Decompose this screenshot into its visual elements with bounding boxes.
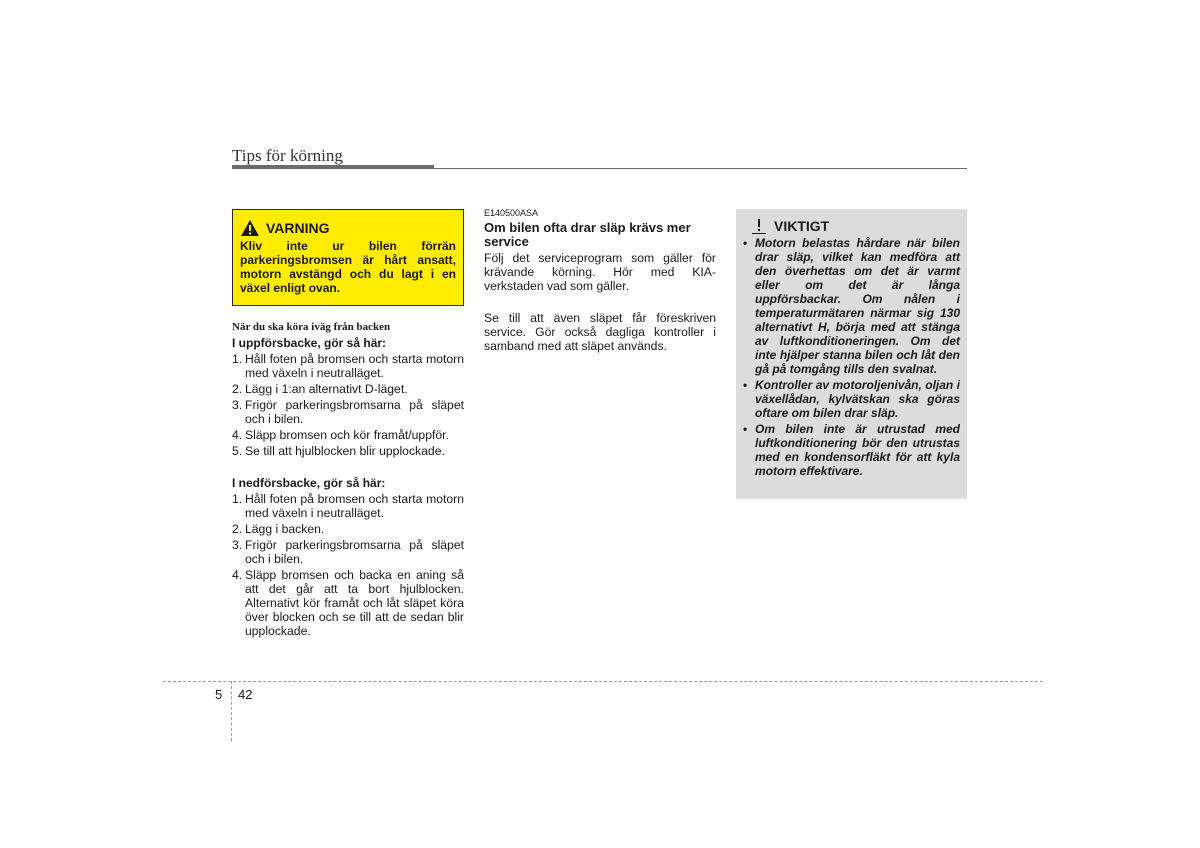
downhill-section bbox=[232, 476, 464, 640]
list-item: 4. Släpp bromsen och kör framåt/uppför. bbox=[232, 428, 449, 442]
note-title: VIKTIGT bbox=[774, 218, 830, 234]
downhill-heading: I nedförsbacke, gör så här: bbox=[232, 476, 386, 490]
page-header-title: Tips för körning bbox=[232, 146, 343, 165]
warning-title: VARNING bbox=[266, 220, 330, 236]
uphill-section bbox=[232, 336, 464, 460]
header-rule-thick bbox=[232, 165, 434, 169]
footer-divider bbox=[231, 681, 232, 741]
warning-triangle-icon bbox=[240, 219, 260, 237]
service-heading: Om bilen ofta drar släp krävs mer service bbox=[484, 220, 691, 249]
list-item: • Kontroller av motoroljenivån, oljan i växellådan, kylvätskan ska göras oftare om bilen drar släp. bbox=[743, 378, 960, 420]
list-item: • Om bilen inte är utrustad med luftkonditionering bör den utrustas med en kondensorfläkt för att kyla motorn effektivare. bbox=[743, 422, 960, 478]
service-paragraph-1: Följ det serviceprogram som gäller för krävande körning. Hör med KIA-verkstaden vad som gäller. bbox=[484, 251, 716, 293]
uphill-heading: I uppförsbacke, gör så här: bbox=[232, 336, 387, 350]
list-item: 2. Lägg i backen. bbox=[232, 522, 325, 536]
section-code: E140500ASA bbox=[484, 208, 539, 218]
list-item: • Motorn belastas hårdare när bilen drar släp, vilket kan medföra att den överhettas om det är varmt eller om det är långa uppförsbackar. Om nålen i temperaturmätaren närmar sig 130 alternativt H, börja med att stänga av luftkonditioneringen. Om det inte hjälper stanna bilen och låt den gå på tomgång tills den svalnat. bbox=[743, 236, 960, 376]
warning-header bbox=[240, 219, 456, 237]
hill-start-heading: När du ska köra iväg från backen bbox=[232, 321, 391, 333]
uphill-steps bbox=[232, 352, 464, 458]
bullet: • bbox=[743, 236, 748, 250]
note-header bbox=[743, 218, 960, 234]
page-number: 42 bbox=[238, 687, 253, 702]
list-item: 1. Håll foten på bromsen och starta motorn med växeln i neutralläget. bbox=[232, 352, 464, 380]
service-paragraph-2: Se till att även släpet får föreskriven service. Gör också dagliga kontroller i samband med att släpet används. bbox=[484, 311, 716, 353]
exclamation-icon bbox=[751, 218, 767, 234]
list-item: 3. Frigör parkeringsbromsarna på släpet och i bilen. bbox=[232, 398, 464, 426]
warning-box bbox=[232, 209, 464, 306]
important-note-box bbox=[736, 209, 967, 499]
bullet: • bbox=[743, 422, 748, 436]
chapter-number: 5 bbox=[215, 687, 223, 702]
list-item: 1. Håll foten på bromsen och starta motorn med växeln i neutralläget. bbox=[232, 492, 464, 520]
list-item: 5. Se till att hjulblocken blir upplockade. bbox=[232, 444, 445, 458]
downhill-steps bbox=[232, 492, 464, 638]
list-item: 4. Släpp bromsen och backa en aning så att det går att ta bort hjulblocken. Alternativt kör framåt och låt släpet köra över blocken och se till att de sedan blir upplockade. bbox=[232, 568, 464, 638]
footer-rule bbox=[163, 681, 1043, 682]
warning-text: Kliv inte ur bilen förrän parkeringsbromsen är hårt ansatt, motorn avstängd och du lagt i en växel enligt ovan. bbox=[240, 239, 456, 295]
list-item: 2. Lägg i 1:an alternativt D-läget. bbox=[232, 382, 408, 396]
list-item: 3. Frigör parkeringsbromsarna på släpet och i bilen. bbox=[232, 538, 464, 566]
header-rule-thin bbox=[432, 168, 967, 169]
note-list bbox=[743, 236, 960, 478]
bullet: • bbox=[743, 378, 748, 392]
